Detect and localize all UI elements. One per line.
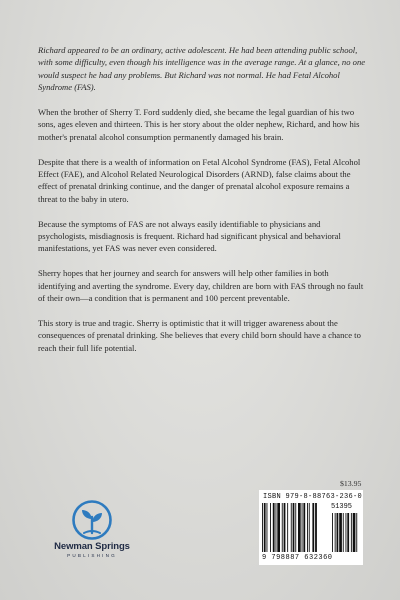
blurb-paragraph: Sherry hopes that her journey and search for answers will help other families in both identifying and averting the syndrome. Every day, children are born with FAS through no fault of their own—a condition that is permanent and 100 percent preventable. xyxy=(38,268,364,304)
blurb xyxy=(38,44,368,366)
sprout-icon xyxy=(70,500,114,540)
ean-digits: 9 798887 632360 xyxy=(262,554,333,562)
blurb-paragraph: When the brother of Sherry T. Ford suddenly died, she became the legal guardian of his two sons, ages eleven and thirteen. This is her story about the older nephew, Richard, and how his mother's prenatal alcohol consumption permanently damaged his brain. xyxy=(38,107,360,142)
blurb-paragraph: Despite that there is a wealth of information on Fetal Alcohol Syndrome (FAS), Fetal Alcohol Effect (FAE), and Alcohol Related Neurological Disorders (ARND), false claims about the effect of prenatal drinking continue, and the danger of prenatal alcohol exposure remains a threat to the baby in utero. xyxy=(38,156,361,204)
price-label: $13.95 xyxy=(340,479,362,488)
publisher-logo xyxy=(44,500,140,558)
publisher-name: Newman Springs xyxy=(54,541,130,552)
isbn-number: ISBN 979-8-88763-236-0 xyxy=(263,493,363,501)
blurb-paragraph: Because the symptoms of FAS are not always easily identifiable to physicians and psychologists, misdiagnosis is frequent. Richard had significant physical and behavioral manifestations, yet FAS was never even considered. xyxy=(38,218,341,254)
isbn-barcode xyxy=(259,490,363,565)
publisher-subtitle: PUBLISHING xyxy=(67,553,117,558)
addon-digits: 51395 xyxy=(331,503,353,511)
blurb-paragraph: This story is true and tragic. Sherry is optimistic that it will trigger awareness about the consequences of prenatal drinking. She believes that every child born should have a chance to reach their full life potential. xyxy=(38,317,361,353)
blurb-intro: Richard appeared to be an ordinary, active adolescent. He had been attending public school, with some difficulty, even though his intelligence was in the average range. At a glance, no one would suspect he had any problems. But Richard was not normal. He had Fetal Alcohol Syndrome (FAS). xyxy=(38,45,366,93)
